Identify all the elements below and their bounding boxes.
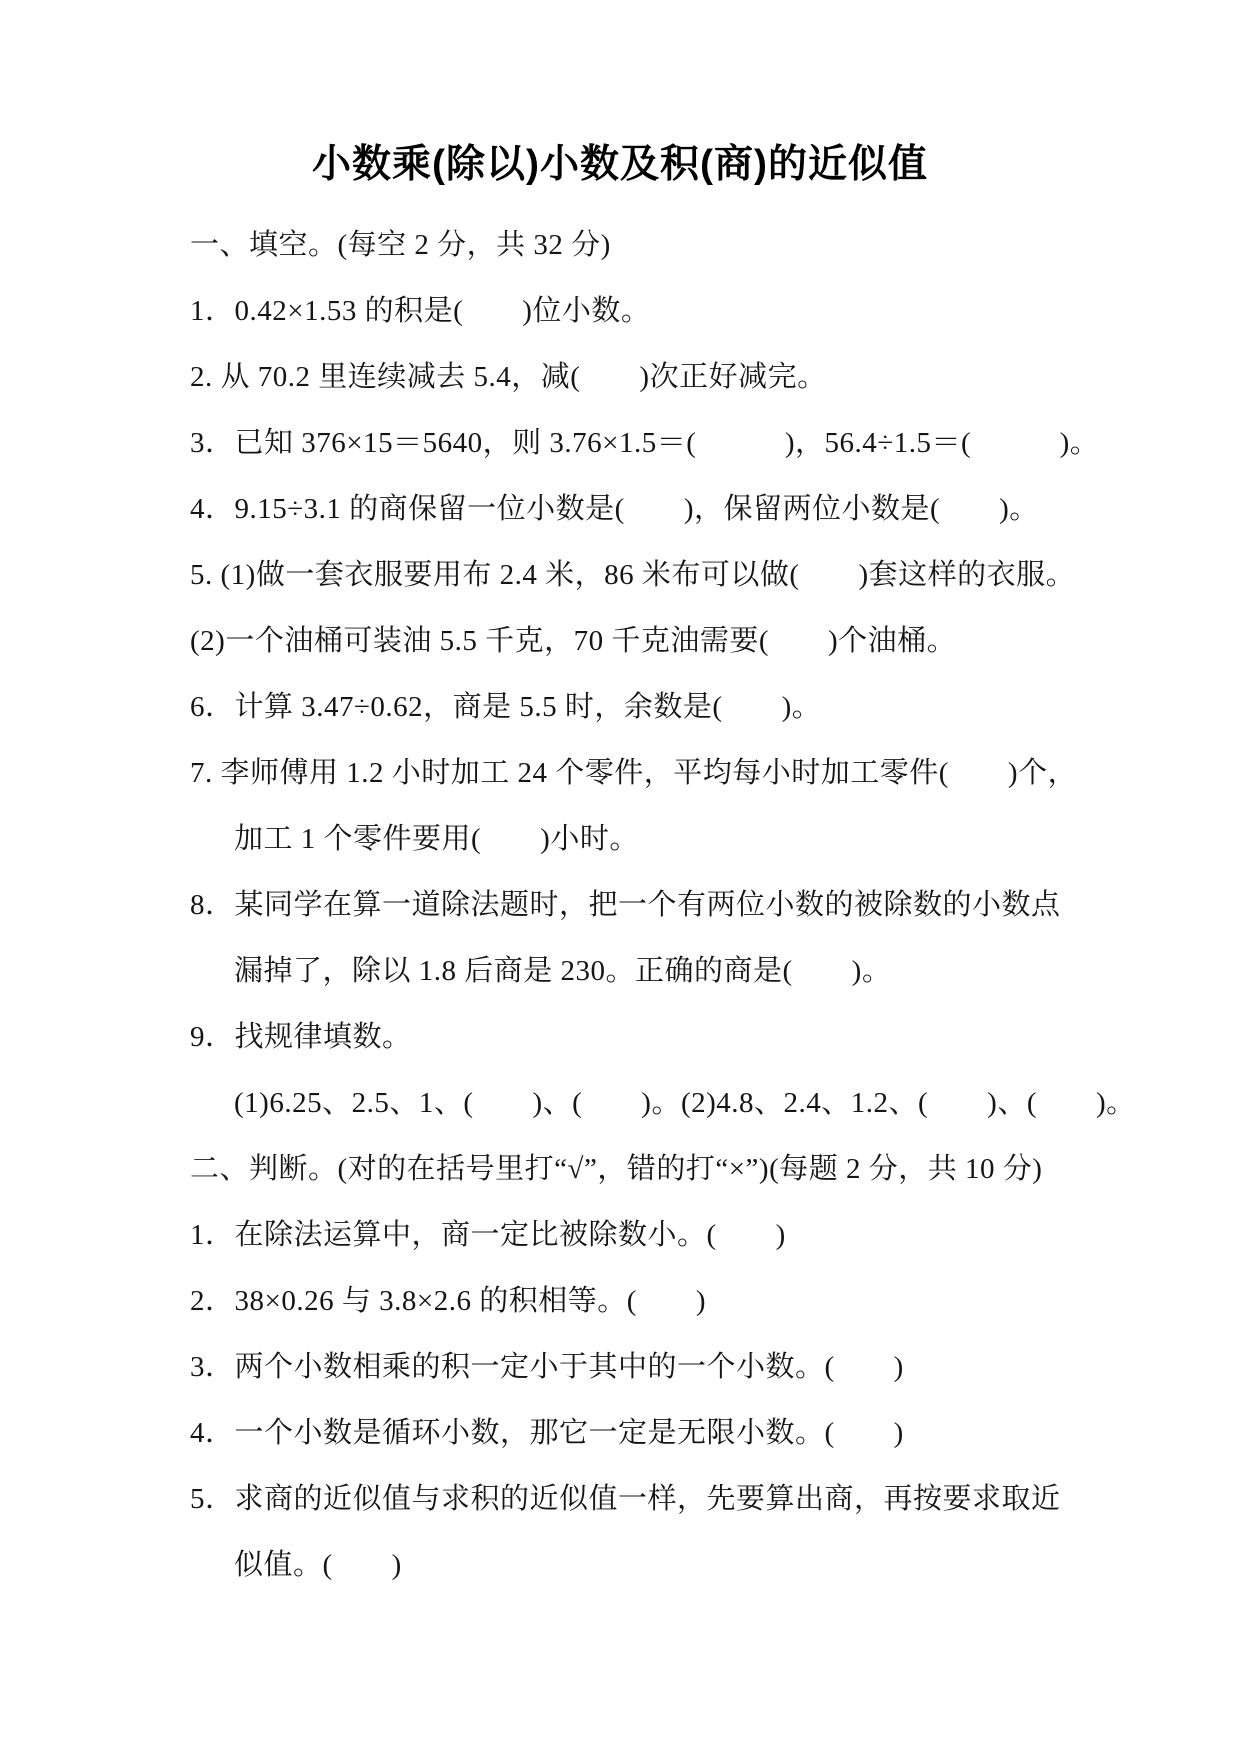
judge-q3: 3．两个小数相乘的积一定小于其中的一个小数。( )	[190, 1351, 904, 1383]
fill-q5-part1: 5. (1)做一套衣服要用布 2.4 米，86 米布可以做( )套这样的衣服。	[190, 559, 1076, 591]
judge-q1: 1．在除法运算中，商一定比被除数小。( )	[190, 1219, 786, 1251]
judge-q5-line2: 似值。( )	[234, 1549, 402, 1581]
fill-q8-line2: 漏掉了，除以 1.8 后商是 230。正确的商是( )。	[234, 955, 892, 987]
judge-q2: 2．38×0.26 与 3.8×2.6 的积相等。( )	[190, 1285, 707, 1317]
fill-q7-line2: 加工 1 个零件要用( )小时。	[234, 823, 639, 855]
fill-q6: 6．计算 3.47÷0.62，商是 5.5 时，余数是( )。	[190, 691, 822, 723]
judge-q5-line1: 5．求商的近似值与求积的近似值一样，先要算出商，再按要求取近	[190, 1483, 1061, 1515]
fill-q8-line1: 8．某同学在算一道除法题时，把一个有两位小数的被除数的小数点	[190, 889, 1061, 921]
page-title: 小数乘(除以)小数及积(商)的近似值	[312, 143, 928, 186]
worksheet-body	[190, 212, 1136, 1598]
fill-q9: 9．找规律填数。	[190, 1021, 412, 1053]
judge-section-heading: 二、判断。(对的在括号里打“√”，错的打“×”)(每题 2 分，共 10 分)	[190, 1153, 1043, 1185]
judge-q4: 4．一个小数是循环小数，那它一定是无限小数。( )	[190, 1417, 904, 1449]
fill-q3: 3．已知 376×15＝5640，则 3.76×1.5＝( )，56.4÷1.5＝( )。	[190, 427, 1100, 459]
fill-q5-part2: (2)一个油桶可装油 5.5 千克，70 千克油需要( )个油桶。	[190, 625, 957, 657]
fill-q9-sequences: (1)6.25、2.5、1、( )、( )。(2)4.8、2.4、1.2、( )、( )。	[234, 1087, 1136, 1119]
fill-q4: 4．9.15÷3.1 的商保留一位小数是( )，保留两位小数是( )。	[190, 493, 1039, 525]
fill-section-heading: 一、填空。(每空 2 分，共 32 分)	[190, 229, 611, 261]
fill-q1: 1．0.42×1.53 的积是( )位小数。	[190, 295, 651, 327]
fill-q2: 2. 从 70.2 里连续减去 5.4，减( )次正好减完。	[190, 361, 827, 393]
fill-q7-line1: 7. 李师傅用 1.2 小时加工 24 个零件，平均每小时加工零件( )个，	[190, 757, 1078, 789]
